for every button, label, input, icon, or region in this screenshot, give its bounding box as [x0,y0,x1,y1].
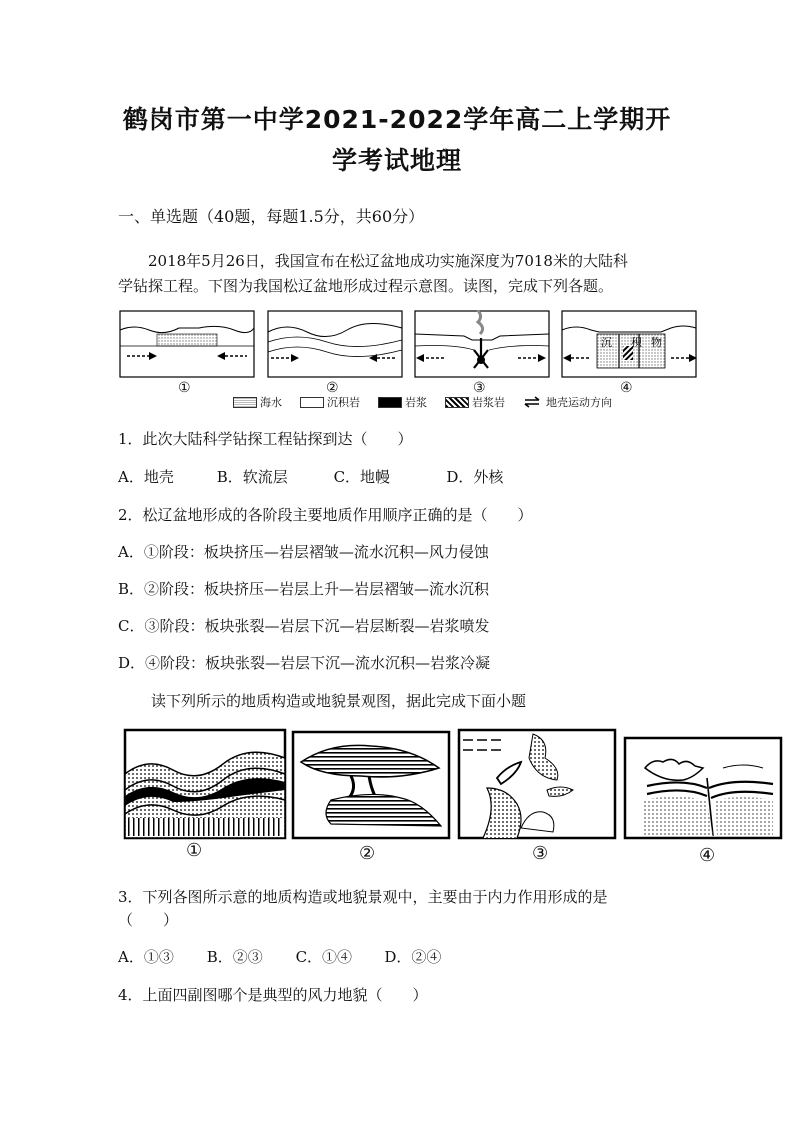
legend-igneous: 岩浆岩 [445,394,505,410]
exam-title-line1: 鹤岗市第一中学2021-2022学年高二上学期开 [122,105,672,134]
section-heading: 一、单选题（40题，每题1.5分，共60分） [118,207,425,226]
q1-option-c[interactable]: C．地幔 [333,468,391,486]
q3-option-b[interactable]: B．②③ [206,948,263,966]
q2-option-d[interactable]: D．④阶段：板块张裂—岩层下沉—流水沉积—岩浆冷凝 [118,654,491,672]
panel4-label-2: 积 [631,336,642,349]
fig2-num-4: ④ [699,845,716,866]
fig1-num-1: ① [178,380,191,396]
basin-formation-figure [119,310,699,388]
q4-stem: 4．上面四副图哪个是典型的风力地貌（ ） [118,986,428,1004]
mushroom-rock-panel [293,732,449,838]
legend-magma: 岩浆 [378,394,427,410]
fig2-num-2: ② [359,843,376,864]
legend-sedimentary: 沉积岩 [300,394,360,410]
passage2-text: 读下列所示的地质构造或地貌景观图，据此完成下面小题 [151,692,527,710]
exam-title-line2: 学考试地理 [331,146,462,175]
q1-stem: 1．此次大陆科学钻探工程钻探到达（ ） [118,430,413,448]
passage1-line1: 2018年5月26日，我国宣布在松辽盆地成功实施深度为7018米的大陆科 [148,252,628,270]
fault-panel [625,738,781,838]
panel-1-diagram [120,311,254,377]
panel4-label-3: 物 [651,336,662,349]
passage1-line2: 学钻探工程。下图为我国松辽盆地形成过程示意图。读图，完成下列各题。 [118,277,614,295]
q1-option-d[interactable]: D．外核 [446,468,504,486]
q1-options [118,466,503,487]
river-delta-panel [459,730,615,838]
folded-strata-panel [125,730,285,838]
q3-stem-line2: （ ） [118,911,179,929]
legend-crust-motion: 地壳运动方向 [523,394,612,410]
q3-option-c[interactable]: C．①④ [295,948,353,966]
q2-option-c[interactable]: C．③阶段：板块张裂—岩层下沉—岩层断裂—岩浆喷发 [118,617,490,635]
q2-option-b[interactable]: B．②阶段：板块挤压—岩层上升—岩层褶皱—流水沉积 [118,580,490,598]
fig1-num-2: ② [326,380,339,396]
q2-stem: 2．松辽盆地形成的各阶段主要地质作用顺序正确的是（ ） [118,506,533,524]
landform-figure [123,728,783,846]
fig2-num-1: ① [186,840,203,861]
fig1-num-3: ③ [473,380,486,396]
q3-option-a[interactable]: A．①③ [118,948,174,966]
double-arrow-icon [523,396,543,408]
q3-option-d[interactable]: D．②④ [384,948,442,966]
q3-stem-line1: 3．下列各图所示意的地质构造或地貌景观中，主要由于内力作用形成的是 [118,888,608,906]
q1-option-a[interactable]: A．地壳 [118,468,174,486]
figure1-legend [233,394,626,410]
q3-options [118,946,441,967]
panel-3-diagram [415,310,549,377]
panel-4-diagram [562,311,697,377]
fig1-num-4: ④ [620,380,633,396]
fig2-num-3: ③ [532,843,549,864]
legend-seawater: 海水 [233,394,282,410]
q2-option-a[interactable]: A．①阶段：板块挤压—岩层褶皱—流水沉积—风力侵蚀 [118,543,489,561]
panel4-label-1: 沉 [601,336,612,349]
basin-panels-svg [119,310,699,384]
landform-panels-svg [123,728,783,842]
panel-2-diagram [268,311,402,377]
q1-option-b[interactable]: B．软流层 [216,468,288,486]
